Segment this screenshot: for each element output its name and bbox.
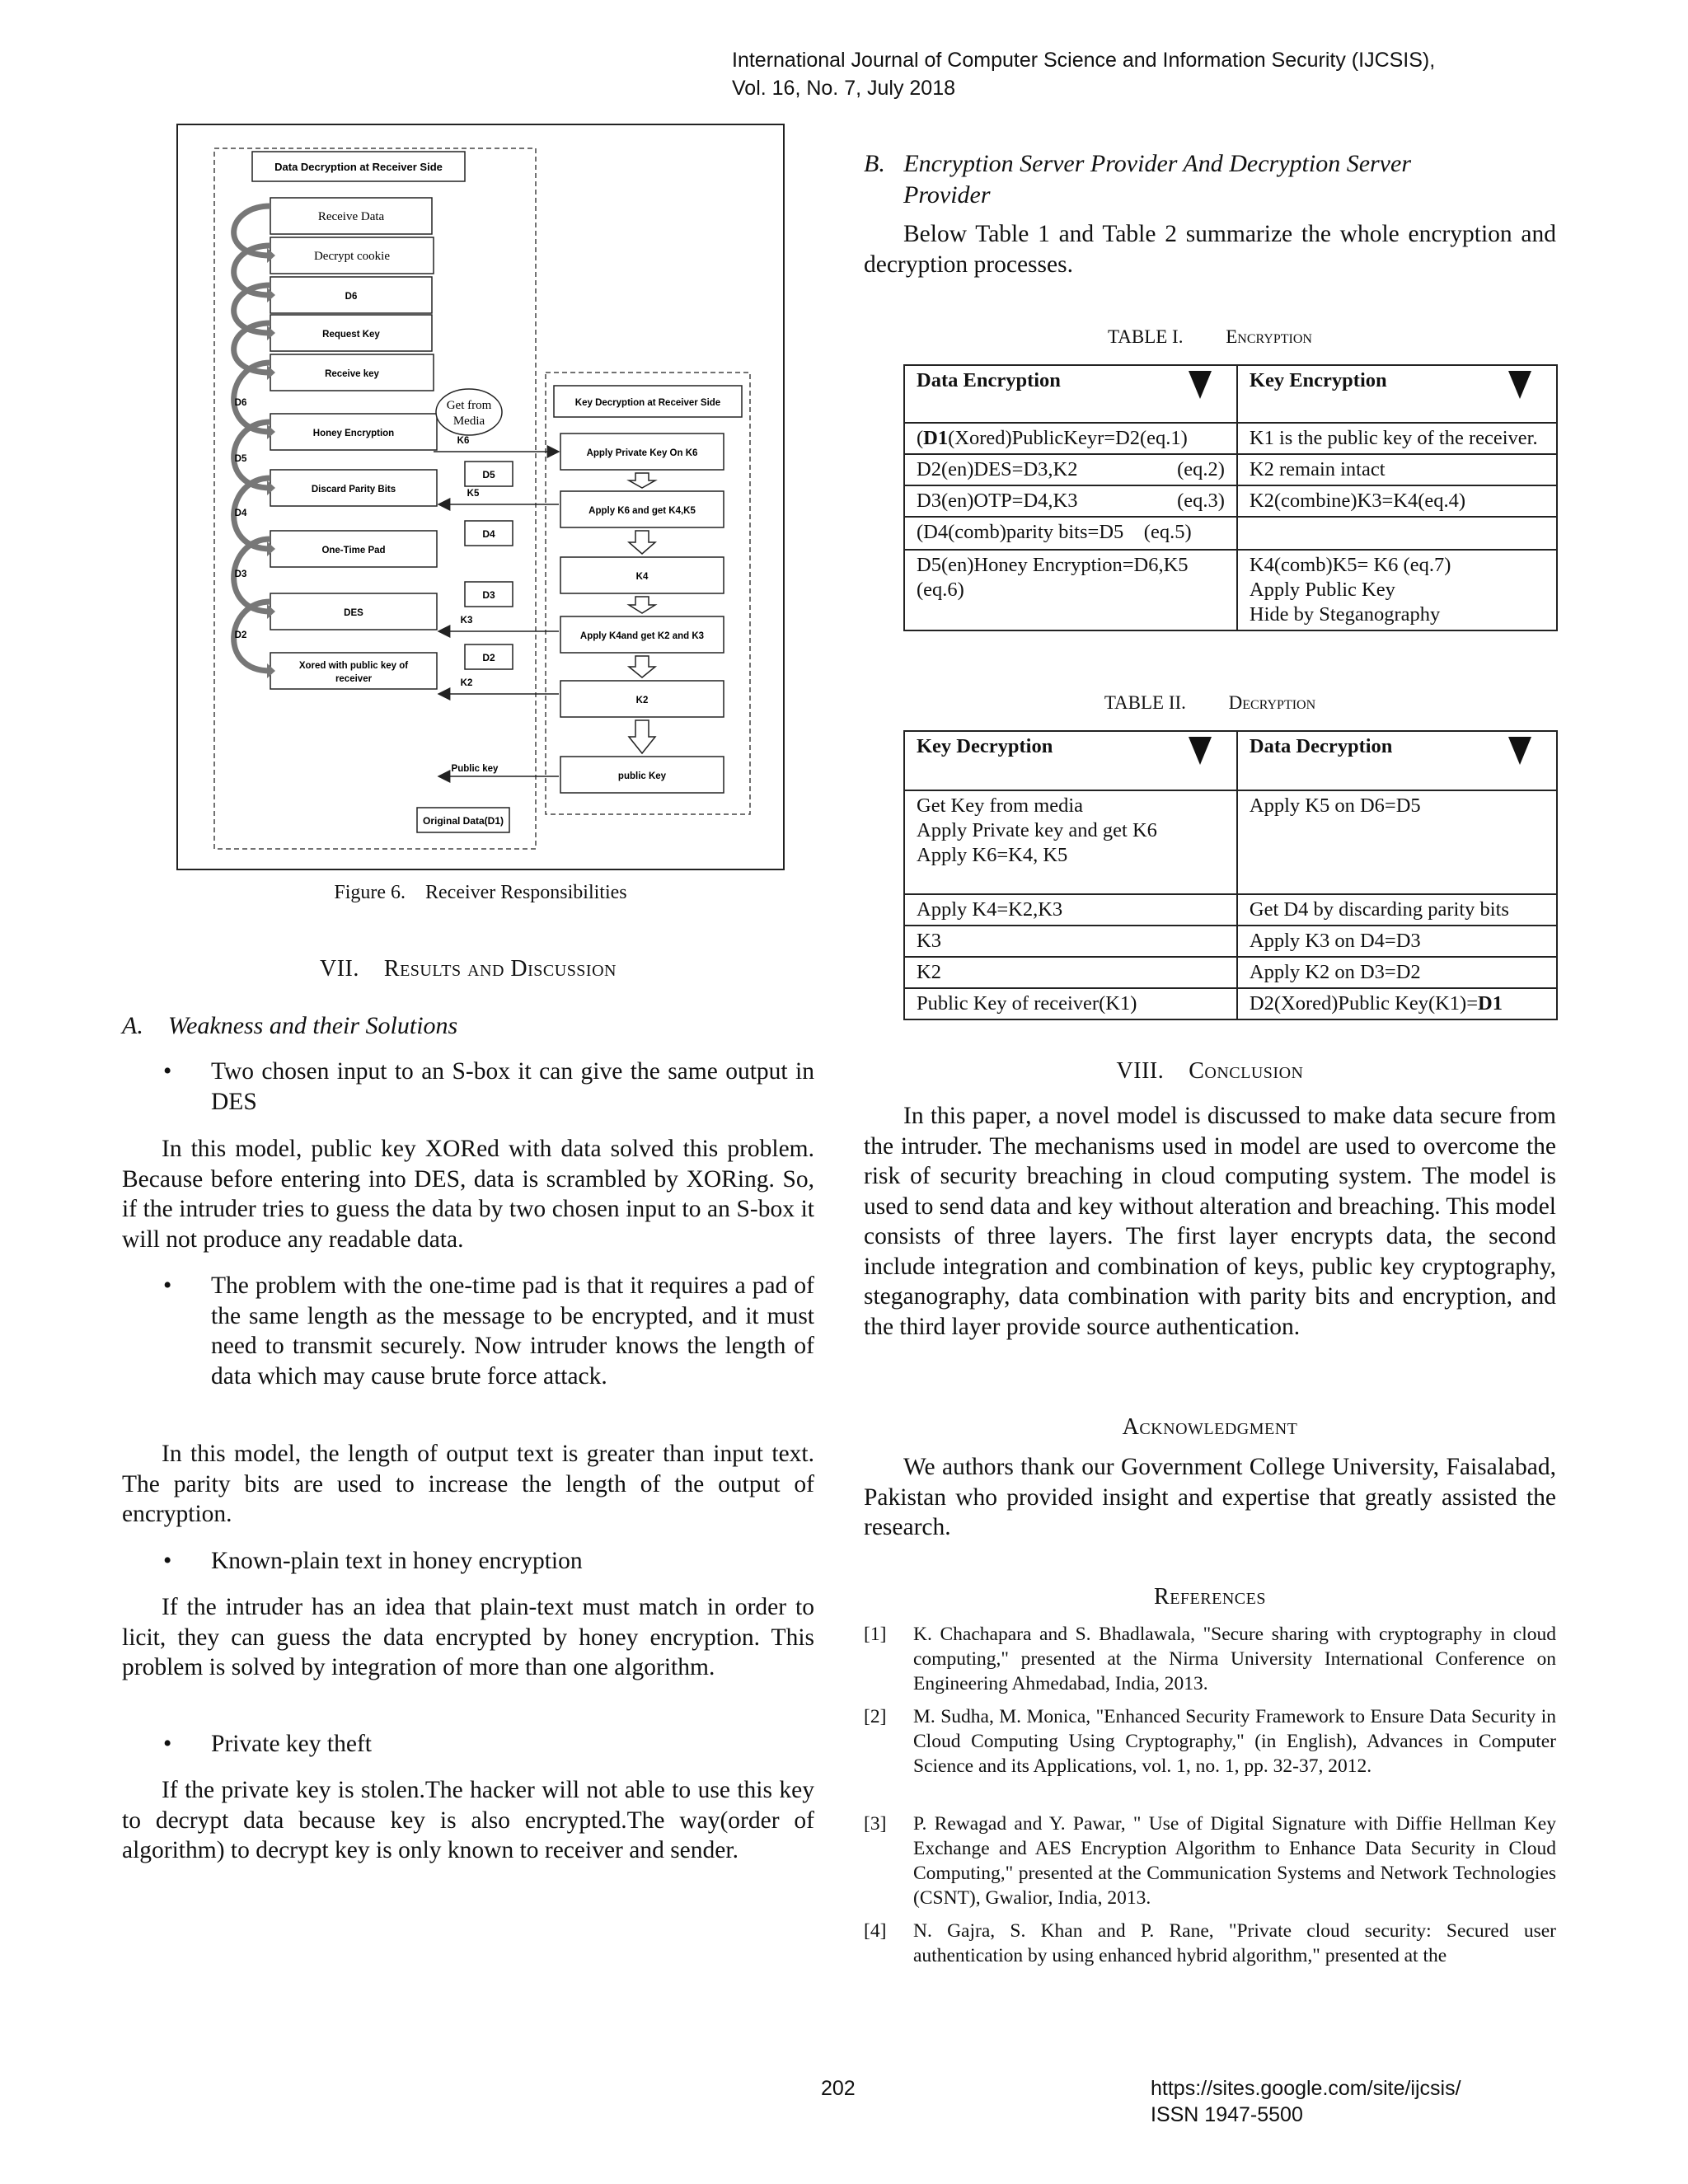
figure-6-diagram bbox=[176, 124, 785, 870]
table-cell: (D1(Xored)PublicKeyr=D2(eq.1) bbox=[904, 423, 1237, 454]
running-head bbox=[732, 46, 1435, 102]
small-box-label: D5 bbox=[482, 469, 495, 480]
arc-label: D4 bbox=[234, 509, 247, 518]
equation-number: (eq.5) bbox=[1143, 521, 1192, 543]
triangle-down-icon bbox=[1189, 371, 1212, 399]
equation-number: (eq.2) bbox=[1177, 458, 1225, 480]
table-cell bbox=[904, 517, 1237, 550]
section-viii-title: Conclusion bbox=[1189, 1058, 1304, 1084]
right-step-label: K4 bbox=[635, 572, 649, 582]
table-row bbox=[904, 926, 1557, 957]
section-vii-number: VII. bbox=[320, 956, 359, 982]
cell-line: (eq.6) bbox=[917, 579, 964, 601]
reference-item bbox=[864, 1704, 1556, 1805]
right-step-label: K2 bbox=[635, 696, 649, 705]
figure-caption-text: Receiver Responsibilities bbox=[425, 882, 627, 903]
bold-d1: D1 bbox=[923, 427, 949, 449]
table-row bbox=[904, 485, 1557, 517]
table-header-cell bbox=[1237, 365, 1557, 423]
paragraph: Below Table 1 and Table 2 summarize the whole encryption and decryption processes. bbox=[864, 221, 1556, 278]
right-title-text: Key Decryption at Receiver Side bbox=[574, 398, 721, 408]
bullet-text: Private key theft bbox=[211, 1731, 372, 1757]
subsection-a-number: A. bbox=[122, 1012, 143, 1039]
down-block-arrow bbox=[629, 656, 655, 677]
table-header-cell bbox=[1237, 731, 1557, 790]
subsection-a-heading bbox=[122, 1012, 814, 1040]
down-block-arrow bbox=[629, 720, 655, 753]
reference-text: M. Sudha, M. Monica, "Enhanced Security Framework to Ensure Data Security in Cloud Computing Using Cryptography," (in English), Advances in Computer Science and its Applications, vol. 1, no. 1, pp. 32-37, 2012. bbox=[913, 1706, 1556, 1777]
table-2-title: Decryption bbox=[1228, 692, 1316, 713]
cloud-label: Get from bbox=[446, 399, 492, 412]
cell-line: Apply Private key and get K6 bbox=[917, 819, 1157, 841]
page-number: 202 bbox=[821, 2077, 856, 2100]
equation-number: (eq.3) bbox=[1177, 490, 1225, 512]
left-step-label: Request Key bbox=[322, 330, 380, 340]
journal-title: International Journal of Computer Science and Information Security (IJCSIS), bbox=[732, 49, 1436, 72]
header-text: Data Decryption bbox=[1249, 735, 1393, 757]
table-cell: Public Key of receiver(K1) bbox=[904, 988, 1237, 1019]
table-cell bbox=[1237, 550, 1557, 630]
down-block-arrow bbox=[629, 473, 655, 488]
bullet-dot: • bbox=[163, 1731, 172, 1757]
subsection-b-title: Encryption Server Provider And Decryption Server bbox=[903, 150, 1411, 177]
down-block-arrow bbox=[629, 597, 655, 613]
bullet-item bbox=[122, 1729, 814, 1762]
table-1-caption bbox=[864, 326, 1556, 348]
footer-url-text: https://sites.google.com/site/ijcsis/ bbox=[1151, 2077, 1461, 2100]
table-cell: Apply K4=K2,K3 bbox=[904, 894, 1237, 926]
table-1-label: TABLE I. bbox=[1108, 326, 1184, 347]
left-title-text: Data Decryption at Receiver Side bbox=[274, 161, 443, 173]
cell-text: (D4(comb)parity bits=D5 bbox=[917, 521, 1124, 543]
table-2 bbox=[903, 730, 1558, 1020]
reference-item bbox=[864, 1811, 1556, 1912]
table-row bbox=[904, 517, 1557, 550]
cell-line: Apply K6=K4, K5 bbox=[917, 844, 1068, 866]
reference-number: [3] bbox=[864, 1813, 887, 1835]
table-row bbox=[904, 731, 1557, 790]
table-cell: Apply K2 on D3=D2 bbox=[1237, 957, 1557, 988]
table-2-caption bbox=[864, 692, 1556, 714]
paragraph: In this paper, a novel model is discussed to make data secure from the intruder. The mechanisms used in model are used to overcome the risk of security breaching in cloud computing system. The model is used to send data and key without alteration and breaching. This model consists of three layers. The first layer encrypts data, the second include integration and combination of keys, public key cryptography, steganography, data combination with parity bits and encryption, and the third layer provide source authentication. bbox=[864, 1103, 1556, 1340]
reference-text: N. Gajra, S. Khan and P. Rane, "Private cloud security: Secured user authentication by using enhanced hybrid algorithm," presented at the bbox=[913, 1920, 1556, 1966]
table-row bbox=[904, 988, 1557, 1019]
subsection-b-heading bbox=[864, 148, 1556, 211]
left-step-label: D6 bbox=[345, 292, 358, 302]
table-cell bbox=[904, 454, 1237, 485]
table-cell: Apply K3 on D4=D3 bbox=[1237, 926, 1557, 957]
key-arrow-label: K3 bbox=[460, 616, 473, 626]
cell-line: Get Key from media bbox=[917, 794, 1084, 817]
left-step-label: Honey Encryption bbox=[312, 429, 395, 438]
table-1 bbox=[903, 364, 1558, 631]
key-arrow-label: Public key bbox=[451, 764, 499, 774]
arc-label: D5 bbox=[234, 454, 247, 464]
header-text: Key Encryption bbox=[1249, 369, 1387, 391]
bullet-text: Known-plain text in honey encryption bbox=[211, 1548, 583, 1574]
header-text: Data Encryption bbox=[917, 369, 1061, 391]
table-cell bbox=[1237, 988, 1557, 1019]
acknowledgment-heading: Acknowledgment bbox=[1122, 1414, 1298, 1440]
table-1-title: Encryption bbox=[1226, 326, 1312, 347]
table-cell: K2(combine)K3=K4(eq.4) bbox=[1237, 485, 1557, 517]
paragraph: In this model, public key XORed with data solved this problem. Because before entering into DES, data is scrambled by XORing. So, if the intruder tries to guess the data by two chosen input to an S-box it will not produce any readable data. bbox=[122, 1136, 814, 1253]
arc-label: D6 bbox=[234, 398, 247, 408]
small-box-label: D4 bbox=[482, 528, 495, 540]
section-viii-number: VIII. bbox=[1116, 1058, 1165, 1084]
down-block-arrow bbox=[629, 531, 655, 554]
right-step-label: Apply Private Key On K6 bbox=[586, 448, 698, 458]
left-step-label: Decrypt cookie bbox=[313, 250, 391, 263]
cell-line: Hide by Steganography bbox=[1249, 603, 1441, 626]
key-arrow-label: K6 bbox=[457, 436, 470, 446]
cell-text: D3(en)OTP=D4,K3 bbox=[917, 490, 1078, 512]
cloud-label-line2: Media bbox=[452, 415, 485, 428]
table-row bbox=[904, 894, 1557, 926]
footer-issn: ISSN 1947-5500 bbox=[1151, 2103, 1303, 2126]
table-cell bbox=[904, 485, 1237, 517]
paragraph: If the intruder has an idea that plain-text must match in order to licit, they can guess the data encrypted by honey encryption. This problem is solved by integration of more than one algorithm. bbox=[122, 1594, 814, 1680]
bullet-dot: • bbox=[163, 1548, 172, 1574]
right-step-label: Apply K6 and get K4,K5 bbox=[588, 506, 696, 516]
table-cell: Apply K5 on D6=D5 bbox=[1237, 790, 1557, 894]
key-arrow-label: K5 bbox=[467, 489, 480, 499]
references-heading: References bbox=[1154, 1584, 1266, 1610]
table-cell bbox=[904, 790, 1237, 894]
key-arrow-label: K2 bbox=[460, 678, 473, 688]
left-step-label: Receive Data bbox=[317, 210, 385, 223]
triangle-down-icon bbox=[1508, 737, 1531, 765]
bullet-dot: • bbox=[163, 1272, 172, 1299]
footer-url bbox=[1151, 2075, 1461, 2128]
paragraph: If the private key is stolen.The hacker will not able to use this key to decrypt data because key is also encrypted.The way(order of algorithm) to decrypt key is only known to receiver and sender. bbox=[122, 1777, 814, 1863]
table-row bbox=[904, 550, 1557, 630]
table-row bbox=[904, 423, 1557, 454]
left-step-boxes bbox=[270, 198, 437, 689]
table-cell: K2 remain intact bbox=[1237, 454, 1557, 485]
original-data-text: Original Data(D1) bbox=[422, 815, 504, 827]
table-cell: K3 bbox=[904, 926, 1237, 957]
cell-text: D2(en)DES=D3,K2 bbox=[917, 458, 1078, 480]
table-row bbox=[904, 454, 1557, 485]
cell-text: (Xored)PublicKeyr=D2(eq.1) bbox=[948, 427, 1188, 449]
subsection-a-title: Weakness and their Solutions bbox=[167, 1012, 458, 1039]
table-cell: Get D4 by discarding parity bits bbox=[1237, 894, 1557, 926]
table-row bbox=[904, 790, 1557, 894]
left-step-label: DES bbox=[344, 608, 363, 618]
reference-item bbox=[864, 1622, 1556, 1698]
table-2-label: TABLE II. bbox=[1104, 692, 1186, 713]
table-cell: K1 is the public key of the receiver. bbox=[1237, 423, 1557, 454]
bullet-text: The problem with the one-time pad is that it requires a pad of the same length as the message to be encrypted, and it must need to transmit securely. Now intruder knows the length of data which may cause brute force attack. bbox=[211, 1272, 814, 1390]
paragraph: In this model, the length of output text is greater than input text. The parity bits are used to increase the length of the output of encryption. bbox=[122, 1441, 814, 1527]
reference-text: P. Rewagad and Y. Pawar, " Use of Digital Signature with Diffie Hellman Key Exchange and AES Encryption Algorithm to Enhance Data Security in Cloud Computing," presented at the Communication Systems and Network Technologies (CSNT), Gwalior, India, 2013. bbox=[913, 1813, 1556, 1909]
table-row bbox=[904, 365, 1557, 423]
section-vii-heading bbox=[122, 956, 814, 982]
table-cell bbox=[1237, 517, 1557, 550]
subsection-b-number: B. bbox=[864, 150, 885, 177]
left-step-label: receiver bbox=[335, 674, 373, 684]
triangle-down-icon bbox=[1189, 737, 1212, 765]
paragraph: We authors thank our Government College University, Faisalabad, Pakistan who provided insight and expertise that greatly assisted the research. bbox=[864, 1454, 1556, 1540]
arc-label: D2 bbox=[234, 630, 247, 640]
cell-text: D2(Xored)Public Key(K1)= bbox=[1249, 992, 1479, 1015]
reference-number: [1] bbox=[864, 1624, 887, 1645]
reference-item bbox=[864, 1919, 1556, 1970]
cell-line: D5(en)Honey Encryption=D6,K5 bbox=[917, 554, 1189, 576]
right-step-label: Apply K4and get K2 and K3 bbox=[579, 631, 705, 641]
subsection-b-title-cont: Provider bbox=[903, 181, 991, 209]
left-step-label: Discard Parity Bits bbox=[311, 485, 396, 494]
figure-caption-number: Figure 6. bbox=[334, 882, 406, 903]
bullet-item bbox=[122, 1271, 814, 1427]
figure-6-caption bbox=[176, 882, 785, 904]
journal-volume: Vol. 16, No. 7, July 2018 bbox=[732, 77, 956, 100]
left-step-label: One-Time Pad bbox=[321, 546, 386, 555]
table-header-cell bbox=[904, 365, 1237, 423]
reference-number: [4] bbox=[864, 1920, 887, 1942]
header-text: Key Decryption bbox=[917, 735, 1053, 757]
small-box-label: D3 bbox=[482, 589, 495, 601]
arc-label: D3 bbox=[234, 569, 247, 579]
bold-d1: D1 bbox=[1478, 992, 1503, 1015]
cell-line: Apply Public Key bbox=[1249, 579, 1395, 601]
reference-text: K. Chachapara and S. Bhadlawala, "Secure sharing with cryptography in cloud computing," presented at the Nirma University International Conference on Engineering Ahmedabad, India, 2013. bbox=[913, 1624, 1556, 1694]
left-step-label: Xored with public key of bbox=[298, 661, 409, 671]
bullet-item bbox=[122, 1057, 814, 1122]
reference-number: [2] bbox=[864, 1706, 887, 1727]
right-step-label: public Key bbox=[617, 771, 667, 781]
cell-line: K4(comb)K5= K6 (eq.7) bbox=[1249, 554, 1451, 576]
bullet-item bbox=[122, 1546, 814, 1579]
section-viii-heading bbox=[864, 1058, 1556, 1085]
left-flow-arcs bbox=[234, 206, 275, 678]
table-row bbox=[904, 957, 1557, 988]
left-step-label: Receive key bbox=[325, 369, 379, 379]
section-vii-title: Results and Discussion bbox=[383, 956, 617, 982]
triangle-down-icon bbox=[1508, 371, 1531, 399]
table-cell: K2 bbox=[904, 957, 1237, 988]
small-box-label: D2 bbox=[482, 652, 495, 663]
get-from-media-cloud bbox=[436, 389, 502, 435]
bullet-dot: • bbox=[163, 1058, 172, 1085]
table-header-cell bbox=[904, 731, 1237, 790]
bullet-text: Two chosen input to an S-box it can give the same output in DES bbox=[211, 1058, 814, 1115]
table-cell bbox=[904, 550, 1237, 630]
